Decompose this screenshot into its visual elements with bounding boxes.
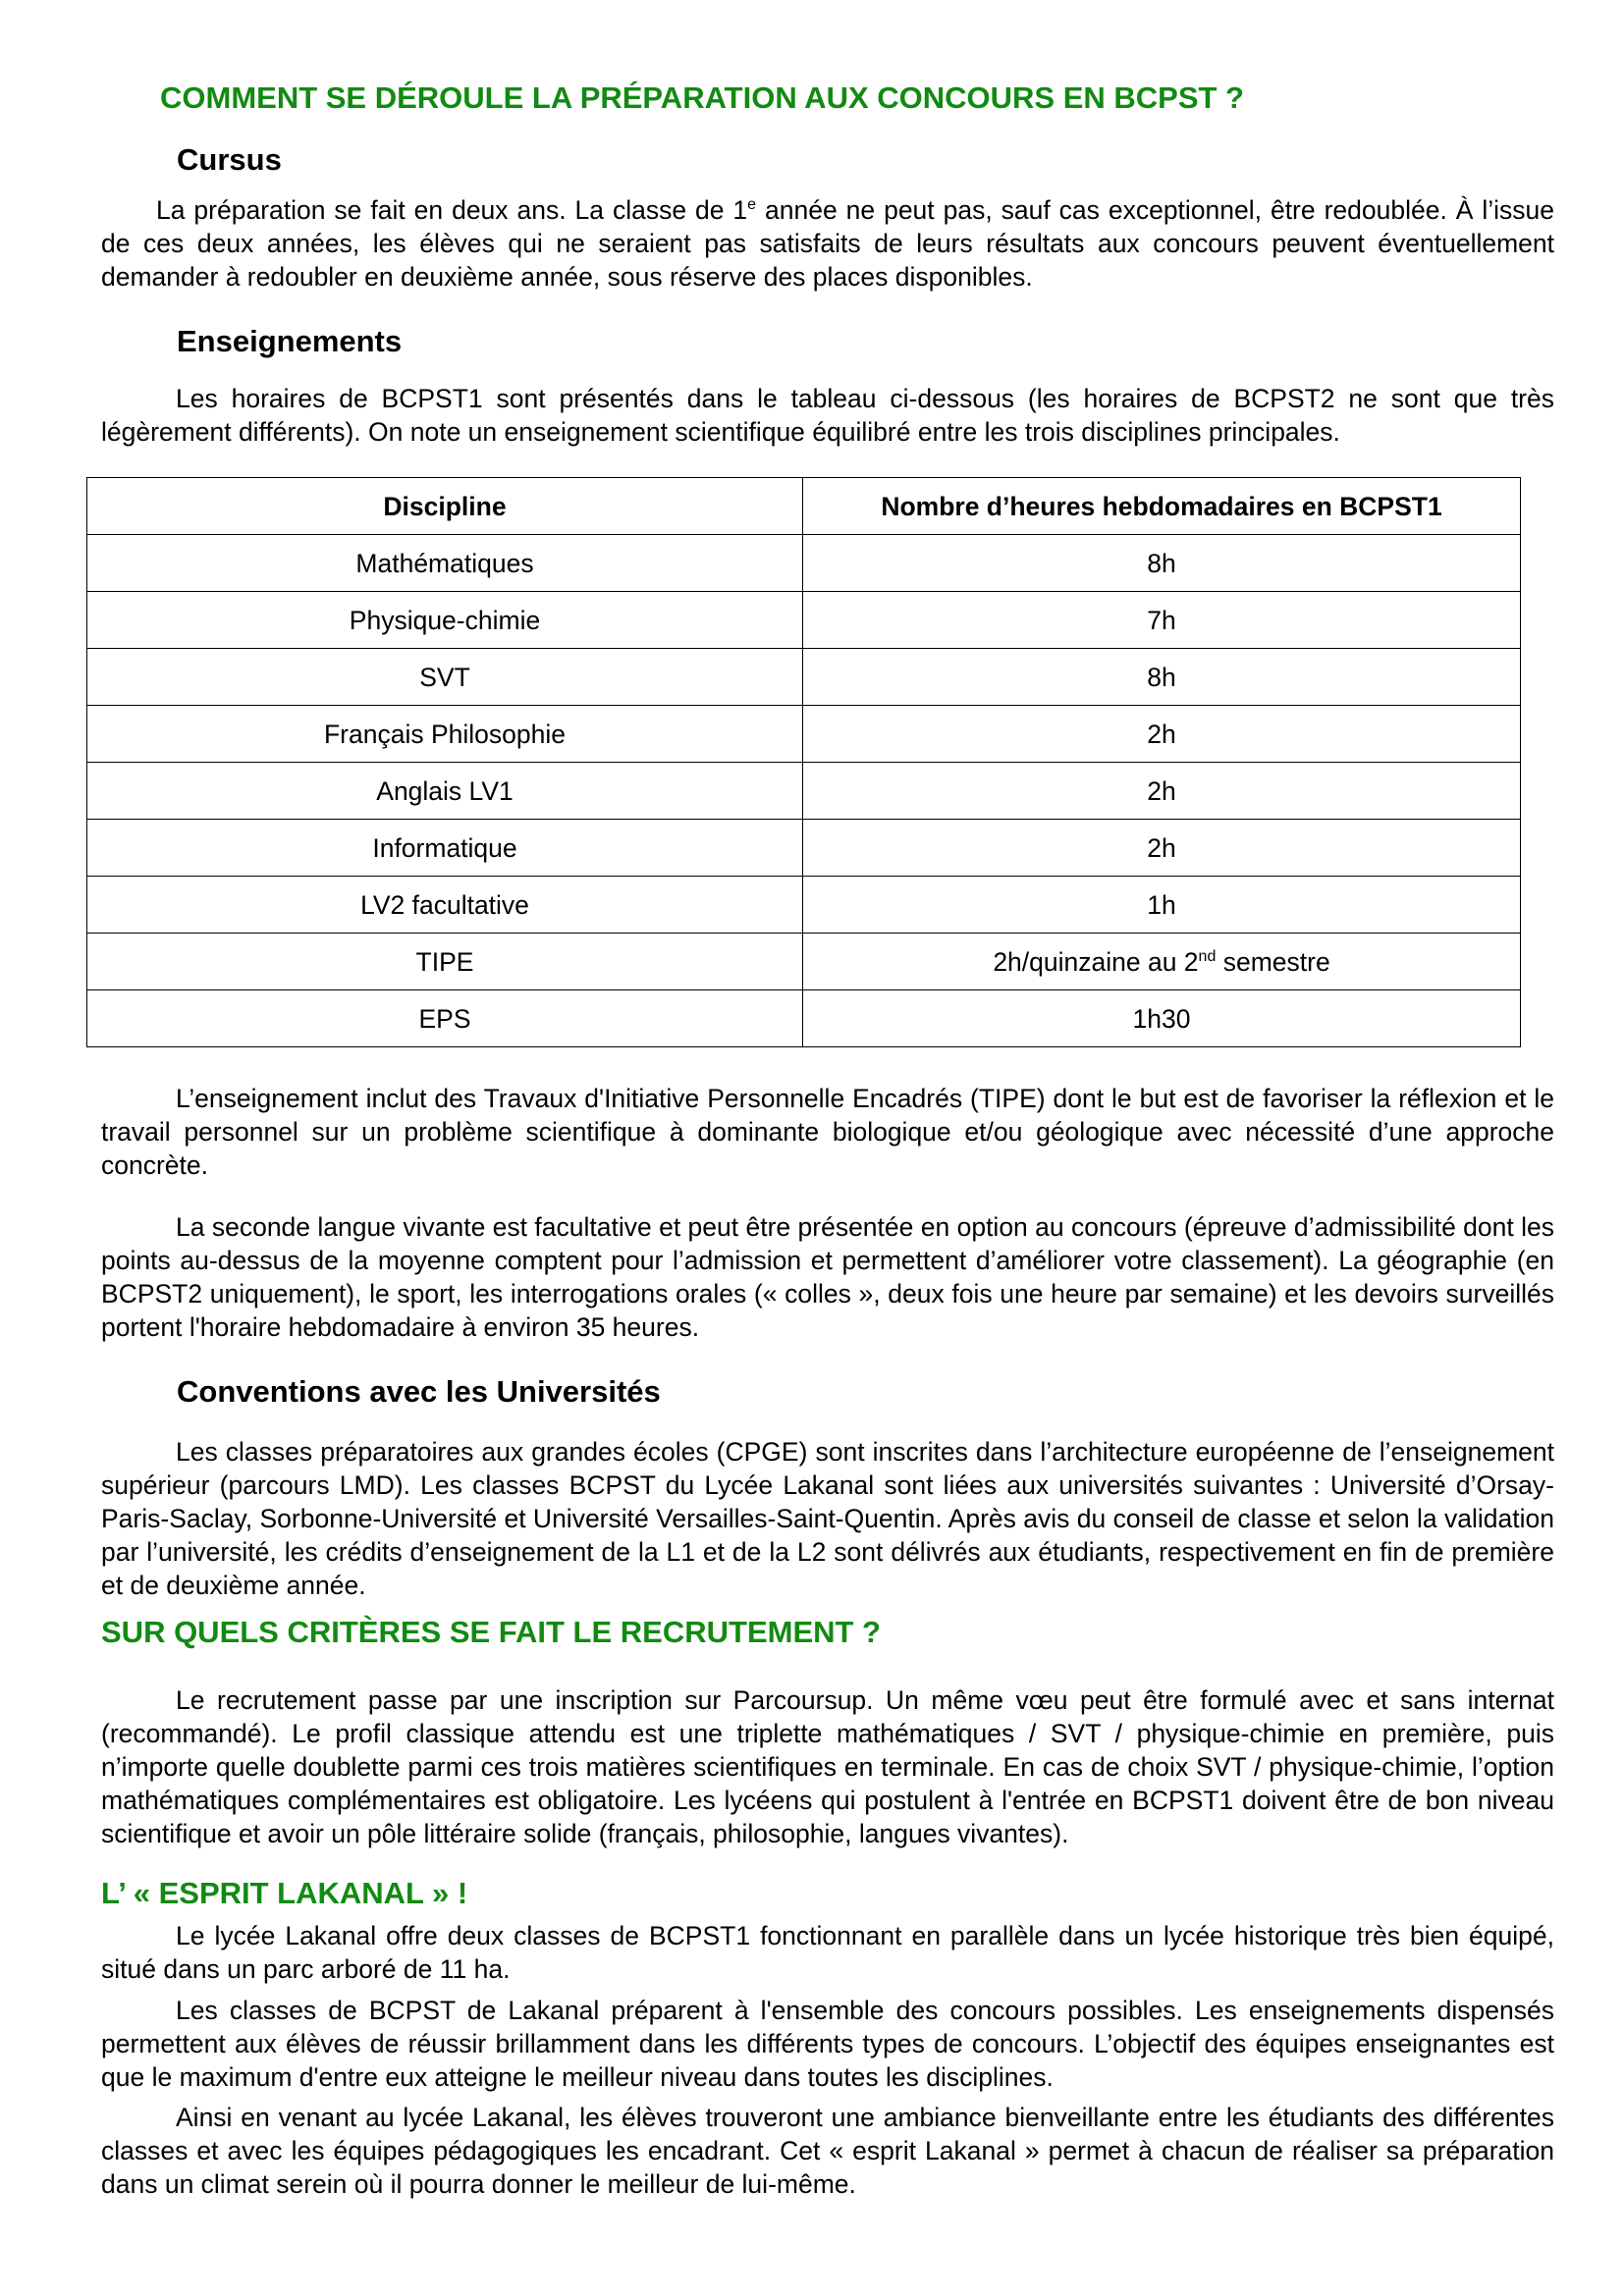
table-row: [87, 535, 1521, 592]
table-row: [87, 649, 1521, 706]
cell-hours: 8h: [803, 535, 1521, 592]
enseignements-intro: Les horaires de BCPST1 sont présentés dans le tableau ci-dessous (les horaires de BCPST2 ne sont que très légèrement différents). On note un enseignement scientifique équilibré entre les trois disciplines principales.: [101, 384, 1554, 447]
cell-discipline: LV2 facultative: [87, 877, 803, 934]
table-row: [87, 934, 1521, 990]
cell-hours: [803, 934, 1521, 990]
cursus-paragraph: [101, 193, 1554, 294]
esprit-heading: L’ « ESPRIT LAKANAL » !: [101, 1876, 468, 1910]
cell-discipline: Anglais LV1: [87, 763, 803, 820]
cell-discipline: EPS: [87, 990, 803, 1047]
cell-hours: 1h: [803, 877, 1521, 934]
esprit-paragraph-3: Ainsi en venant au lycée Lakanal, les élèves trouveront une ambiance bienveillante entre les étudiants des différentes classes et avec les équipes pédagogiques les encadrant. Cet « esprit Lakanal » permet à chacun de réaliser sa préparation dans un climat serein où il pourra donner le meilleur de lui-même.: [101, 2103, 1554, 2199]
conventions-paragraph: Les classes préparatoires aux grandes écoles (CPGE) sont inscrites dans l’architecture européenne de l’enseignement supérieur (parcours LMD). Les classes BCPST du Lycée Lakanal sont liées aux universités suivantes : Université d’Orsay-Paris-Saclay, Sorbonne-Université et Université Versailles-Saint-Quentin. Après avis du conseil de classe et selon la validation par l’université, les crédits d’enseignement de la L1 et de la L2 sont délivrés aux étudiants, respectivement en fin de première et de deuxième année.: [101, 1437, 1554, 1600]
esprit-paragraph-1: Le lycée Lakanal offre deux classes de BCPST1 fonctionnant en parallèle dans un lycée historique très bien équipé, situé dans un parc arboré de 11 ha.: [101, 1921, 1554, 1984]
column-header-discipline: Discipline: [87, 478, 803, 535]
table-row: [87, 990, 1521, 1047]
recrutement-heading: SUR QUELS CRITÈRES SE FAIT LE RECRUTEMENT ?: [101, 1615, 881, 1649]
cell-discipline: Informatique: [87, 820, 803, 877]
cell-discipline: Physique-chimie: [87, 592, 803, 649]
section-title-enseignements: Enseignements: [177, 324, 403, 358]
cell-discipline: SVT: [87, 649, 803, 706]
cell-hours-superscript: nd: [1198, 947, 1217, 965]
table-row: [87, 706, 1521, 763]
lv2-paragraph: La seconde langue vivante est facultative et peut être présentée en option au concours (épreuve d’admissibilité dont les points au-dessus de la moyenne comptent pour l’admission et permettent d’améliorer votre classement). La géographie (en BCPST2 uniquement), le sport, les interrogations orales (« colles », deux fois une heure par semaine) et les devoirs surveillés portent l'horaire hebdomadaire à environ 35 heures.: [101, 1212, 1554, 1342]
cell-discipline: Mathématiques: [87, 535, 803, 592]
tipe-paragraph: L’enseignement inclut des Travaux d'Initiative Personnelle Encadrés (TIPE) dont le but est de favoriser la réflexion et le travail personnel sur un problème scientifique à dominante biologique et/ou géologique avec nécessité d’une approche concrète.: [101, 1084, 1554, 1180]
cell-hours-text-a: 2h/quinzaine au 2: [993, 946, 1199, 977]
cell-hours: 7h: [803, 592, 1521, 649]
cell-hours-text-b: semestre: [1216, 946, 1330, 977]
cell-hours: 2h: [803, 820, 1521, 877]
table-row: [87, 763, 1521, 820]
cell-hours: 2h: [803, 706, 1521, 763]
main-heading: COMMENT SE DÉROULE LA PRÉPARATION AUX CONCOURS EN BCPST ?: [160, 80, 1244, 115]
cell-hours: 1h30: [803, 990, 1521, 1047]
recrutement-paragraph: Le recrutement passe par une inscription sur Parcoursup. Un même vœu peut être formulé avec et sans internat (recommandé). Le profil classique attendu est une triplette mathématiques / SVT / physique-chimie en première, puis n’importe quelle doublette parmi ces trois matières scientifiques en terminale. En cas de choix SVT / physique-chimie, l’option mathématiques complémentaires est obligatoire. Les lycéens qui postulent à l'entrée en BCPST1 doivent être de bon niveau scientifique et avoir un pôle littéraire solide (français, philosophie, langues vivantes).: [101, 1685, 1554, 1848]
cell-discipline: Français Philosophie: [87, 706, 803, 763]
cursus-superscript: e: [747, 196, 757, 214]
cell-hours: 8h: [803, 649, 1521, 706]
esprit-paragraph-2: Les classes de BCPST de Lakanal préparent à l'ensemble des concours possibles. Les enseignements dispensés permettent aux élèves de réussir brillamment dans les différents types de concours. L’objectif des équipes enseignantes est que le maximum d'entre eux atteigne le meilleur niveau dans toutes les disciplines.: [101, 1996, 1554, 2092]
table-row: [87, 820, 1521, 877]
hours-table: [86, 477, 1521, 1047]
cursus-text-a: La préparation se fait en deux ans. La classe de 1: [156, 195, 748, 225]
table-header-row: [87, 478, 1521, 535]
cell-discipline: TIPE: [87, 934, 803, 990]
table-row: [87, 592, 1521, 649]
column-header-hours: Nombre d’heures hebdomadaires en BCPST1: [803, 478, 1521, 535]
section-title-conventions: Conventions avec les Universités: [177, 1374, 661, 1409]
cell-hours: 2h: [803, 763, 1521, 820]
section-title-cursus: Cursus: [177, 142, 282, 177]
cursus-text-b: année ne peut pas, sauf cas exceptionnel, être redoublée. À l’issue de ces deux années, les élèves qui ne seraient pas satisfaits de leurs résultats aux concours peuvent éventuellement demander à redoubler en deuxième année, sous réserve des places disponibles.: [101, 195, 1555, 292]
table-row: [87, 877, 1521, 934]
